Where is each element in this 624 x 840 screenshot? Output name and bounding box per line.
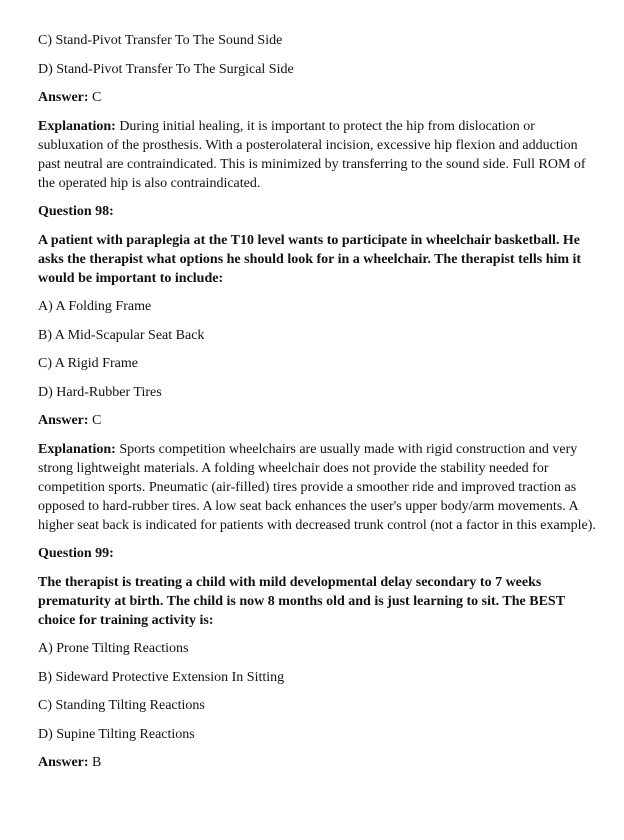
q99-option-a: A) Prone Tilting Reactions [38,641,189,656]
question-98-heading: Question 98: [38,204,114,219]
question-99-heading: Question 99: [38,546,114,561]
explanation [38,117,598,193]
question-99-text: The therapist is treating a child with mild developmental delay secondary to 7 weeks prematurity at birth. The child is now 8 months old and is just learning to sit. The BEST choice for training activity is: [38,574,565,628]
answer-value: C [92,90,102,105]
q98-answer-value: C [92,413,102,428]
q98-option-a: A) A Folding Frame [38,299,152,314]
q99-option-d: D) Supine Tilting Reactions [38,726,195,742]
document-page [38,31,598,782]
q99-option-b: B) Sideward Protective Extension In Sitting [38,669,285,685]
question-98-text: A patient with paraplegia at the T10 level wants to participate in wheelchair basketball. He asks the therapist what options he should look for in a wheelchair. The therapist tells him it would be important to include: [38,232,582,286]
q99-answer-value: B [92,755,102,770]
q99-option-c: C) Standing Tilting Reactions [38,698,205,713]
answer-label: Answer: [38,90,89,105]
q99-answer-line [38,753,598,772]
answer-line [38,88,598,107]
q99-answer-label: Answer: [38,755,89,770]
option-c: C) Stand-Pivot Transfer To The Sound Side [38,33,283,48]
explanation-label: Explanation: [38,118,116,134]
q98-explanation-label: Explanation: [38,441,116,457]
q98-answer-line [38,411,598,430]
q98-explanation [38,440,598,535]
q98-explanation-text: Sports competition wheelchairs are usually made with rigid construction and very strong lightweight materials. A folding wheelchair does not provide the stability needed for competition sports. Pneumatic (air-filled) tires provide a smoother ride and improved traction as opposed to hard-rubber tires. A low seat back enhances the user's upper body/arm movements. A higher seat back is indicated for patients with decreased trunk control (not a factor in this example). [38,441,596,533]
q98-option-c: C) A Rigid Frame [38,356,138,371]
q98-answer-label: Answer: [38,413,89,428]
explanation-text: During initial healing, it is important to protect the hip from dislocation or subluxation of the prosthesis. With a posterolateral incision, excessive hip flexion and adduction past neutral are contraindicated. This is minimized by transferring to the sound side. Full ROM of the operated hip is also contraindicated. [38,118,586,191]
q98-option-b: B) A Mid-Scapular Seat Back [38,327,205,343]
q98-option-d: D) Hard-Rubber Tires [38,384,162,400]
option-d: D) Stand-Pivot Transfer To The Surgical Side [38,61,294,77]
